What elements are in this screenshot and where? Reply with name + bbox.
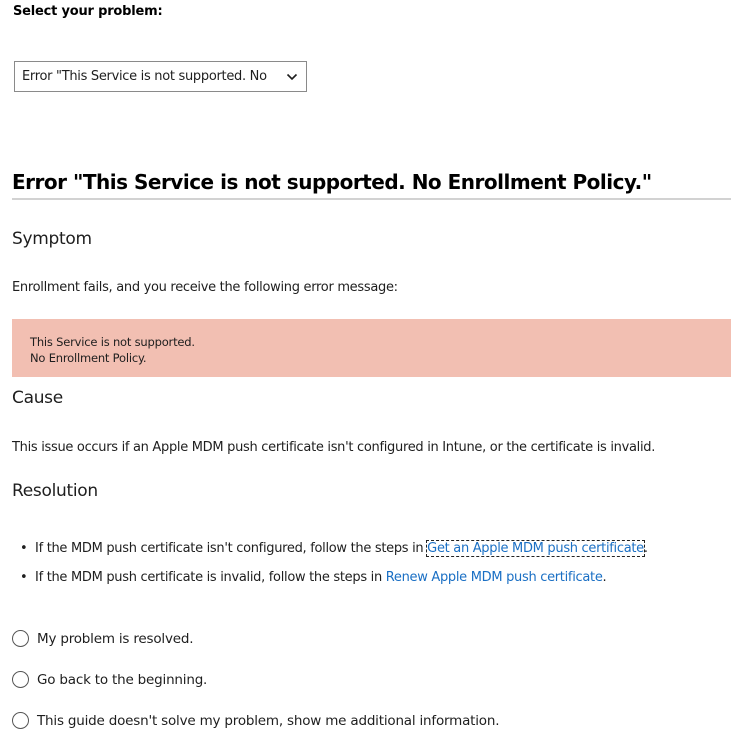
resolution-item-text: If the MDM push certificate isn't configured, follow the steps in (35, 541, 428, 556)
bullet-icon: • (20, 570, 28, 585)
symptom-heading: Symptom (12, 229, 92, 249)
cause-text: This issue occurs if an Apple MDM push certificate isn't configured in Intune, or the certificate is invalid. (12, 440, 656, 455)
radio-button[interactable] (12, 712, 29, 729)
radio-button[interactable] (12, 671, 29, 688)
option-go-back[interactable]: Go back to the beginning. (12, 671, 207, 688)
option-additional-info[interactable]: This guide doesn't solve my problem, show me additional information. (12, 712, 499, 729)
option-problem-resolved[interactable]: My problem is resolved. (12, 630, 193, 647)
symptom-text: Enrollment fails, and you receive the following error message: (12, 280, 398, 295)
title-divider (12, 198, 731, 200)
chevron-down-icon (286, 71, 298, 83)
error-line: No Enrollment Policy. (30, 351, 147, 365)
problem-dropdown[interactable] (14, 61, 307, 92)
resolution-item: • If the MDM push certificate isn't configured, follow the steps in Get an Apple MDM push certificate. (20, 541, 648, 556)
problem-dropdown-value: Error "This Service is not supported. No (22, 69, 267, 84)
renew-apple-mdm-cert-link[interactable]: Renew Apple MDM push certificate (385, 570, 603, 585)
cause-heading: Cause (12, 388, 63, 408)
bullet-icon: • (20, 541, 28, 556)
error-line: This Service is not supported. (30, 335, 195, 349)
resolution-item-text: If the MDM push certificate is invalid, follow the steps in (35, 570, 386, 585)
select-problem-label: Select your problem: (13, 4, 163, 19)
error-message-box (12, 319, 731, 377)
page-title: Error "This Service is not supported. No Enrollment Policy." (12, 170, 652, 194)
get-apple-mdm-cert-link[interactable]: Get an Apple MDM push certificate (427, 541, 644, 556)
radio-button[interactable] (12, 630, 29, 647)
resolution-item: • If the MDM push certificate is invalid, follow the steps in Renew Apple MDM push certificate. (20, 570, 607, 585)
resolution-heading: Resolution (12, 481, 98, 501)
